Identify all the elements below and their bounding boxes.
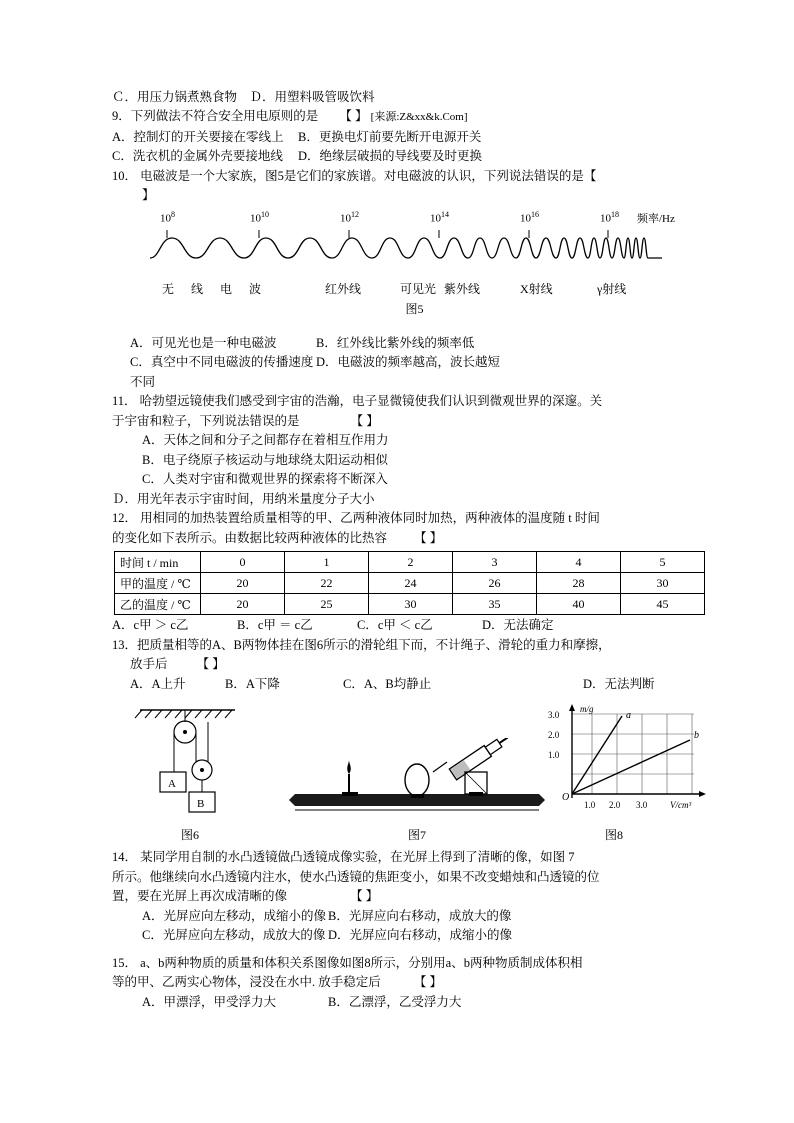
- fig5-exp-6: $10^{18}$: [600, 209, 619, 225]
- q15-stem-line2: 等的甲、乙两实心物体，浸没在水中. 放手稳定后: [112, 975, 381, 989]
- table-cell: 22: [285, 573, 369, 594]
- q11-option-d: Ｄ．用光年表示宇宙时间，用纳米量度分子大小: [112, 491, 375, 506]
- svg-text:2.0: 2.0: [609, 800, 621, 810]
- q10-option-a: A．可见光也是一种电磁波: [130, 335, 277, 350]
- table-cell: 5: [621, 552, 705, 573]
- q9-source: [来源:Z&xx&k.Com]: [370, 111, 468, 123]
- q14-stem-cont2: [112, 887, 716, 907]
- table-cell: 25: [285, 594, 369, 615]
- table-cell: 28: [537, 573, 621, 594]
- table-cell: 20: [201, 573, 285, 594]
- figures-row: [112, 700, 716, 848]
- table-cell: 20: [201, 594, 285, 615]
- fig5-band-visible: 可见光: [400, 281, 437, 296]
- q15-stem-cont: [112, 973, 716, 993]
- fig6-caption: 图6: [180, 828, 199, 842]
- q11-option-c: C．人类对宇宙和微观世界的探索将不断深入: [142, 472, 388, 486]
- q10-stem-cont: 】: [142, 188, 155, 202]
- q11-answer-bracket: 【 】: [350, 413, 379, 428]
- q12-option-a: A．c甲 ＞ c乙: [112, 618, 189, 632]
- fig5-band-radio: 无 线 电 波: [162, 281, 269, 296]
- q15-option-a: A．甲漂浮，甲受浮力大: [142, 994, 277, 1009]
- q15-option-b: B．乙漂浮，乙受浮力大: [328, 994, 462, 1009]
- q10-option-d: D．电磁波的频率越高，波长越短: [316, 355, 501, 369]
- q9-options-row2: [112, 147, 716, 167]
- fig5-band-gamma: γ射线: [597, 281, 627, 296]
- q9-option-c: C．洗衣机的金属外壳要接地线: [112, 149, 283, 163]
- q10-option-b: B．红外线比紫外线的频率低: [316, 335, 475, 350]
- fig5-exp-5: $10^{16}$: [520, 209, 539, 225]
- q10-options-row1: [112, 334, 716, 354]
- fig5-exp-4: $10^{14}$: [430, 209, 449, 225]
- q12-option-d: D．无法确定: [482, 618, 554, 632]
- q13-option-a: A．A上升: [130, 676, 186, 691]
- q11-stem-cont: [112, 412, 716, 432]
- table-row-header: 甲的温度 / ℃: [115, 573, 201, 594]
- fig5-exp-3: $10^{12}$: [340, 209, 359, 225]
- table-row-header: 乙的温度 / ℃: [115, 594, 201, 615]
- q9-option-d: D．绝缘层破损的导线要及时更换: [298, 149, 483, 163]
- figure-8: [544, 700, 719, 843]
- svg-text:A: A: [168, 778, 176, 790]
- svg-text:O: O: [562, 792, 570, 803]
- svg-text:a: a: [626, 710, 631, 721]
- q9-option-a: A．控制灯的开关要接在零线上: [112, 129, 284, 144]
- q14-stem-line3: 置，要在光屏上再次成清晰的像: [112, 889, 288, 903]
- svg-text:m/g: m/g: [580, 704, 594, 714]
- q12-answer-bracket: 【 】: [414, 530, 443, 545]
- table-cell: 0: [201, 552, 285, 573]
- q14-option-c: C．光屏应向左移动，成放大的像: [142, 928, 326, 942]
- svg-text:1.0: 1.0: [548, 750, 560, 760]
- q13-option-b: B．A下降: [225, 676, 280, 691]
- q12-option-b: B．c甲 ＝ c乙: [237, 618, 313, 632]
- q12-stem-cont: [112, 529, 716, 549]
- fig8-caption: 图8: [604, 828, 623, 842]
- q10-stem: 10． 电磁波是一个大家族，图5是它们的家族谱。对电磁波的认识，下列说法错误的是【: [112, 168, 597, 183]
- fig5-exp-1: $10^8$: [160, 209, 175, 225]
- fig5-exponent-row: [142, 210, 687, 228]
- q12-stem-line2: 的变化如下表所示。由数据比较两种液体的比热容: [112, 530, 388, 545]
- q15-answer-bracket: 【 】: [413, 975, 443, 989]
- figure-5: [112, 210, 716, 332]
- table-cell: 4: [537, 552, 621, 573]
- q14-option-a: A．光屏应向左移动，成缩小的像: [142, 908, 327, 923]
- q14-options-row1: [112, 907, 716, 927]
- q11-option-a: A．天体之间和分子之间都存在着相互作用力: [142, 433, 389, 447]
- fig5-band-xray: X射线: [520, 281, 553, 296]
- q14-answer-bracket: 【 】: [350, 889, 379, 903]
- table-row: [115, 594, 705, 615]
- q15-stem: 15． a、b两种物质的质量和体积关系图像如图8所示，分别用a、b两种物质制成体积相: [112, 955, 583, 970]
- q12-data-table: [114, 551, 705, 615]
- q12-stem: 12． 用相同的加热装置给质量相等的甲、乙两种液体同时加热，两种液体的温度随 t 时间: [112, 511, 600, 525]
- svg-text:3.0: 3.0: [636, 800, 648, 810]
- fig5-wave: [142, 230, 687, 276]
- table-cell: 40: [537, 594, 621, 615]
- svg-text:3.0: 3.0: [548, 710, 560, 720]
- table-cell: 24: [369, 573, 453, 594]
- svg-text:V/cm³: V/cm³: [670, 800, 692, 810]
- q9-stem: 9．下列做法不符合安全用电原则的是: [112, 109, 319, 123]
- svg-text:b: b: [694, 730, 699, 741]
- q13-option-d: D．无法判断: [583, 676, 655, 691]
- table-cell: 2: [369, 552, 453, 573]
- table-cell: 30: [621, 573, 705, 594]
- fig5-band-labels: [142, 280, 687, 300]
- q14-stem-cont: 所示。他继续向水凸透镜内注水，使水凸透镜的焦距变小，如果不改变蜡烛和凸透镜的位: [112, 869, 600, 884]
- q14-stem: 14． 某同学用自制的水凸透镜做凸透镜成像实验，在光屏上得到了清晰的像，如图 7: [112, 850, 575, 864]
- q14-option-b: B．光屏应向右移动，成放大的像: [328, 908, 512, 923]
- table-cell: 45: [621, 594, 705, 615]
- table-row-header: 时间 t / min: [115, 552, 201, 573]
- q13-stem-line2: 放手后: [130, 657, 168, 671]
- svg-text:B: B: [197, 798, 205, 810]
- q9-options-row1: [112, 128, 716, 148]
- q11-option-b: B．电子绕原子核运动与地球绕太阳运动相似: [142, 452, 388, 467]
- q13-stem: 13．把质量相等的A、B两物体挂在图6所示的滑轮组下而，不计绳子、滑轮的重力和摩擦，: [112, 637, 611, 652]
- fig5-band-uv: 紫外线: [444, 281, 481, 296]
- q13-answer-bracket: 【 】: [196, 657, 225, 671]
- table-cell: 26: [453, 573, 537, 594]
- fig5-caption: 图5: [405, 301, 424, 316]
- q9-option-b: B．更换电灯前要先断开电源开关: [298, 129, 482, 144]
- q13-option-c: C．A、B均静止: [343, 676, 432, 691]
- q12-option-c: C．c甲 ＜ c乙: [357, 618, 433, 632]
- svg-text:2.0: 2.0: [548, 730, 560, 740]
- question-9: [112, 107, 716, 128]
- table-cell: 3: [453, 552, 537, 573]
- q14-option-d: D．光屏应向右移动，成缩小的像: [328, 928, 513, 942]
- figure-7: [287, 738, 547, 843]
- svg-text:1.0: 1.0: [584, 800, 596, 810]
- q11-stem: 11． 哈勃望远镜使我们感受到宇宙的浩瀚，电子显微镜使我们认识到微观世界的深邃。关: [112, 394, 603, 408]
- q9-answer-bracket: 【 】: [339, 109, 368, 123]
- table-row: [115, 573, 705, 594]
- q15-options-row1: [112, 993, 716, 1013]
- table-cell: 35: [453, 594, 537, 615]
- fig7-caption: 图7: [407, 828, 426, 842]
- q13-options: [112, 675, 716, 695]
- q14-options-row2: [112, 926, 716, 946]
- line-c-d-options: Ｃ．用压力锅煮熟食物 Ｄ．用塑料吸管吸饮料: [112, 90, 375, 104]
- q10-option-c: C．真空中不同电磁波的传播速度不同: [130, 355, 314, 389]
- q13-stem-cont: [112, 655, 716, 675]
- table-row: [115, 552, 705, 573]
- fig5-axis-label: 频率/Hz: [637, 212, 675, 225]
- q12-options: [112, 616, 716, 636]
- q11-stem-line2: 于宇宙和粒子，下列说法错误的是: [112, 413, 300, 428]
- q10-options-row2: [112, 353, 716, 392]
- table-cell: 1: [285, 552, 369, 573]
- fig5-exp-2: $10^{10}$: [250, 209, 269, 225]
- figure-6: [130, 700, 250, 843]
- fig5-band-infrared: 红外线: [325, 281, 362, 296]
- table-cell: 30: [369, 594, 453, 615]
